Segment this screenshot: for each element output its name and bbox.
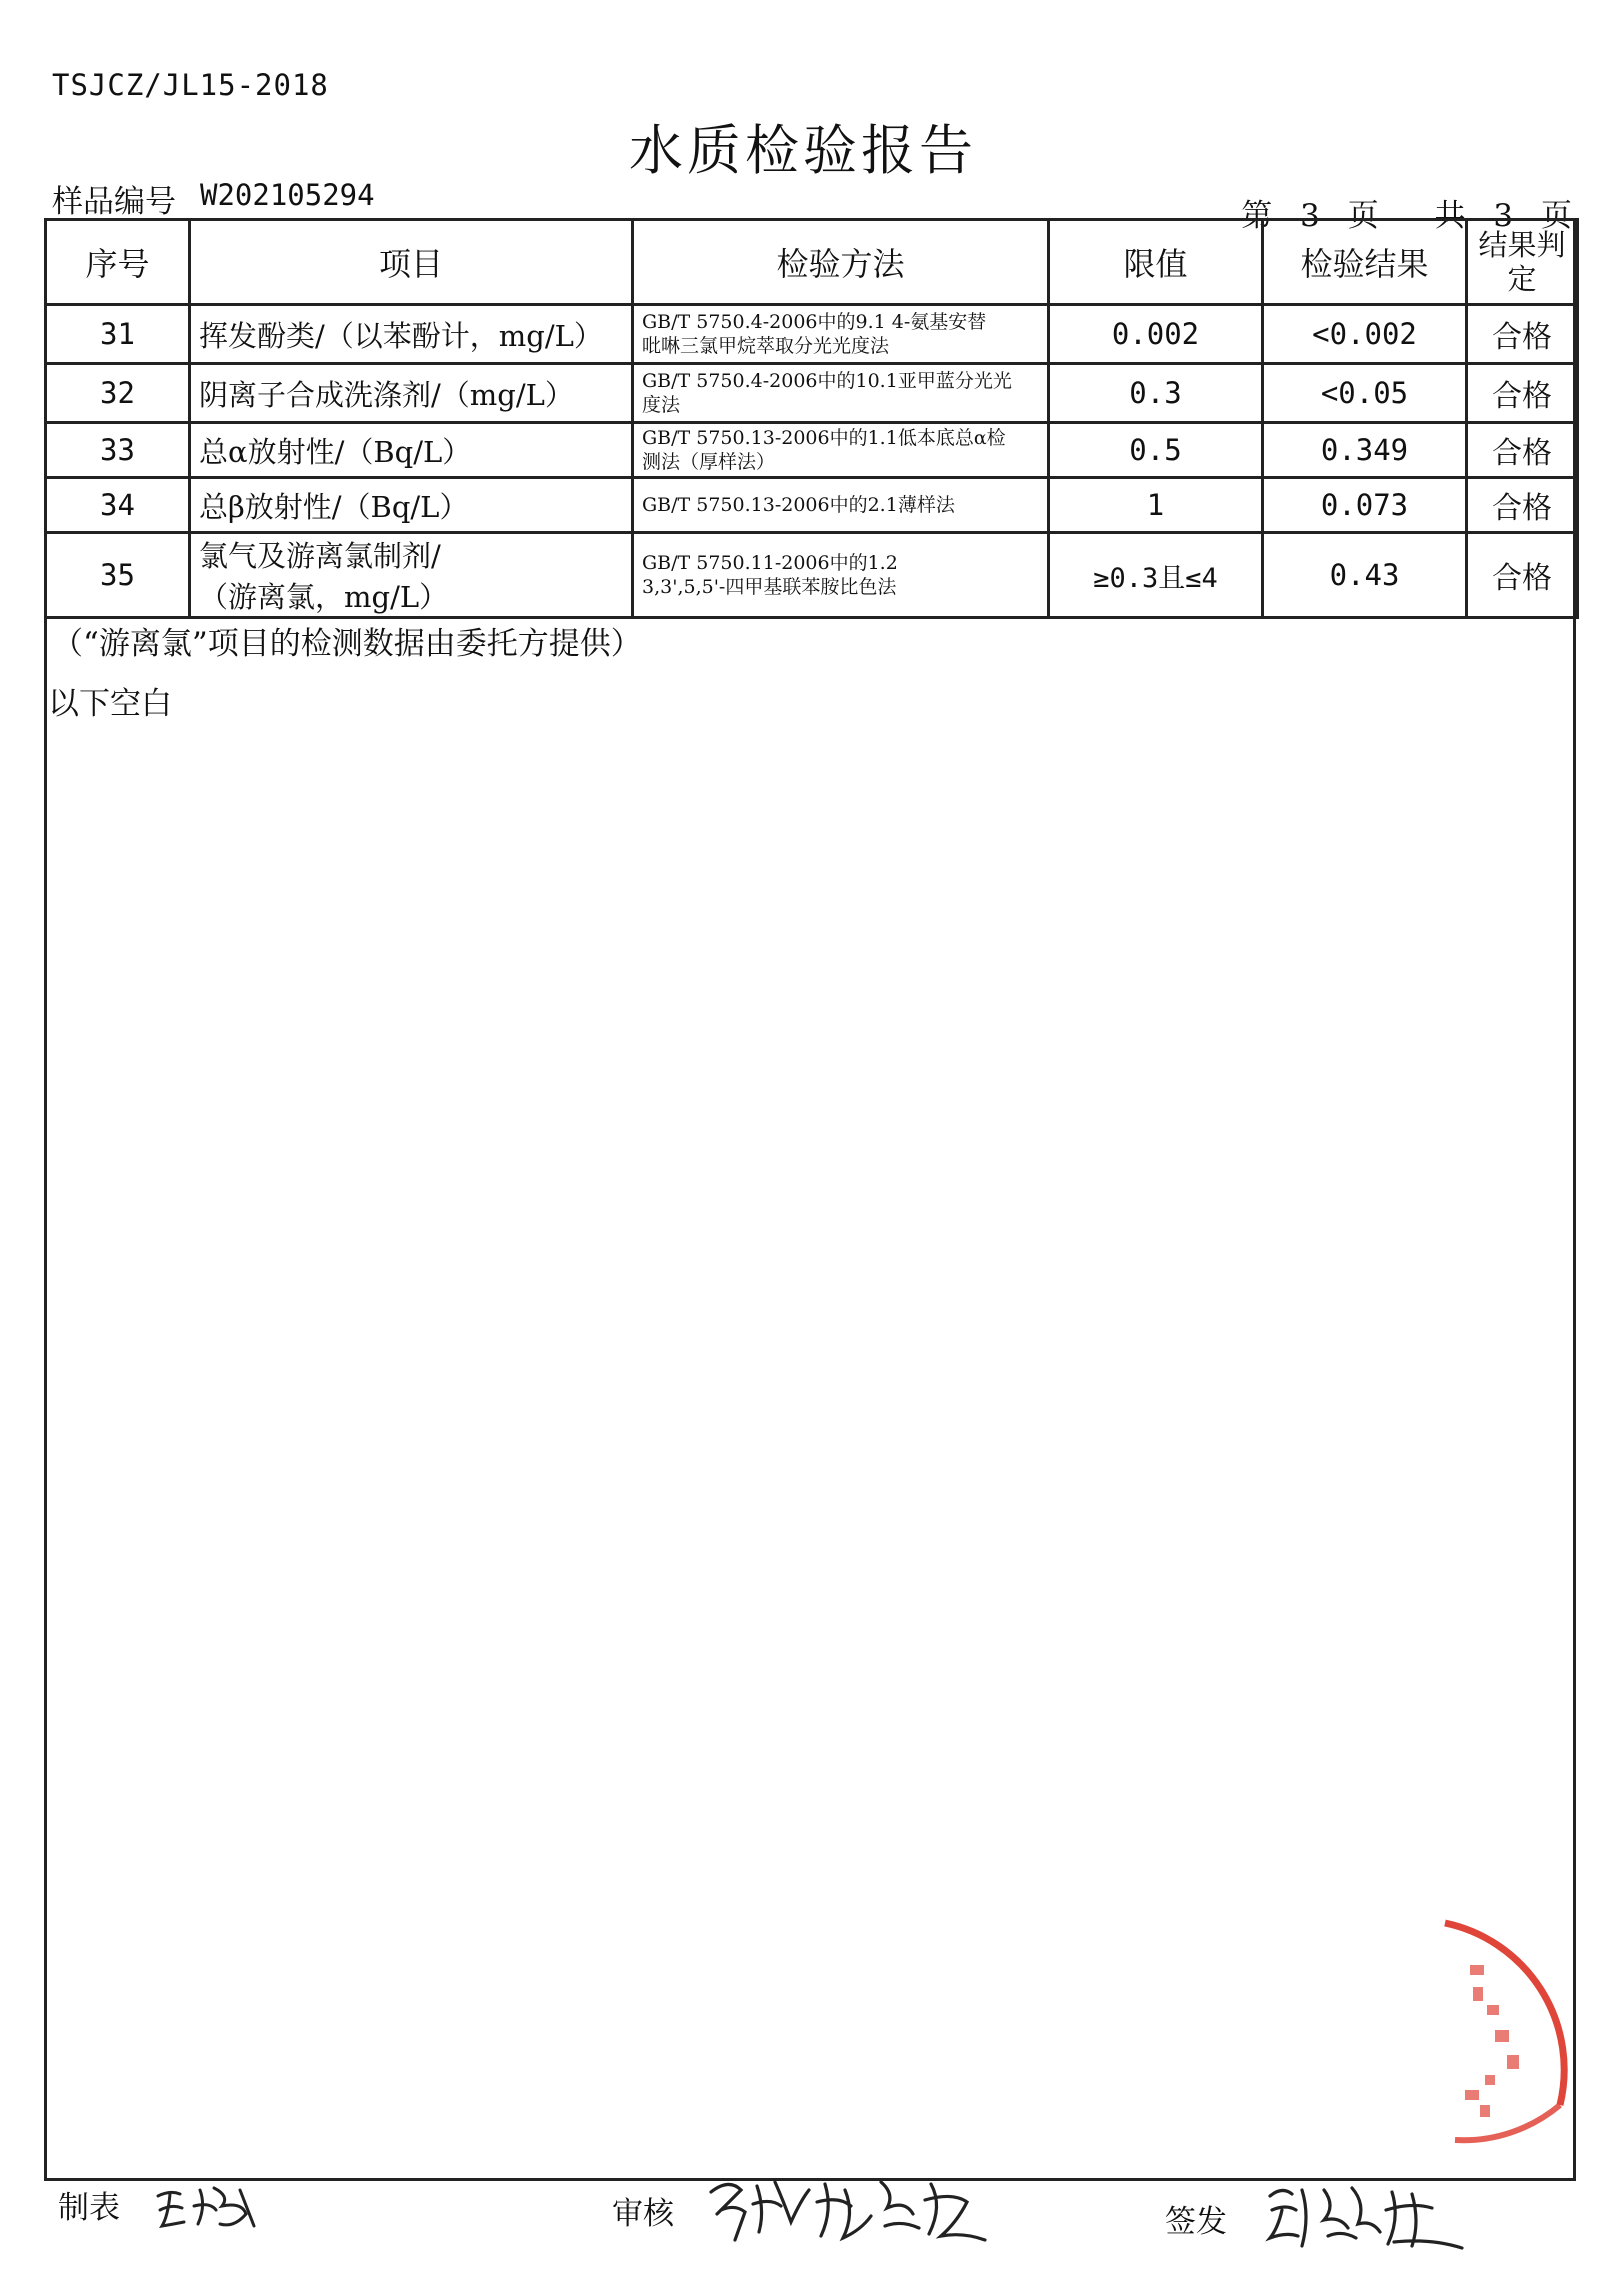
seal-ring bbox=[1445, 1923, 1564, 2105]
page-unit: 页 bbox=[1347, 198, 1379, 234]
row-limit: 0.5 bbox=[1049, 423, 1263, 478]
method-line-2: 吡啉三氯甲烷萃取分光光度法 bbox=[642, 335, 890, 357]
col-header-method: 检验方法 bbox=[633, 220, 1049, 305]
page-number: 3 bbox=[1300, 198, 1320, 234]
table-row bbox=[46, 423, 1578, 478]
auditor-label: 审核 bbox=[612, 2196, 674, 2232]
row-number: 31 bbox=[46, 305, 190, 364]
maker-signature bbox=[150, 2176, 270, 2236]
row-result: 0.073 bbox=[1263, 478, 1467, 533]
row-number: 33 bbox=[46, 423, 190, 478]
row-judgement: 合格 bbox=[1467, 533, 1578, 618]
method-line-2: 测法（厚样法） bbox=[642, 451, 776, 473]
method-line-2: 3,3',5,5'-四甲基联苯胺比色法 bbox=[642, 576, 897, 598]
row-judgement: 合格 bbox=[1467, 423, 1578, 478]
row-judgement: 合格 bbox=[1467, 305, 1578, 364]
report-title: 水质检验报告 bbox=[629, 119, 977, 182]
col-header-item: 项目 bbox=[190, 220, 633, 305]
data-source-note: （“游离氯”项目的检测数据由委托方提供） bbox=[52, 626, 642, 662]
item-line-1: 氯气及游离氯制剂/ bbox=[199, 539, 441, 573]
sample-number-label: 样品编号 bbox=[52, 184, 176, 220]
row-number: 34 bbox=[46, 478, 190, 533]
report-table bbox=[44, 218, 1579, 619]
row-item: 阴离子合成洗涤剂/（mg/L） bbox=[190, 364, 633, 423]
row-item: 总β放射性/（Bq/L） bbox=[190, 478, 633, 533]
col-header-judgement: 结果判定 bbox=[1467, 220, 1578, 305]
row-number: 32 bbox=[46, 364, 190, 423]
method-line-2: 度法 bbox=[642, 394, 681, 416]
issuer-label: 签发 bbox=[1165, 2204, 1227, 2240]
auditor-signature bbox=[705, 2170, 995, 2250]
seal-marks bbox=[1465, 1965, 1519, 2117]
method-line-1: GB/T 5750.13-2006中的1.1低本底总α检 bbox=[642, 427, 1006, 449]
seal-ring-lower bbox=[1455, 2105, 1560, 2140]
row-result: <0.002 bbox=[1263, 305, 1467, 364]
maker-label: 制表 bbox=[58, 2190, 120, 2226]
total-number: 3 bbox=[1493, 198, 1514, 234]
table-row bbox=[46, 478, 1578, 533]
col-header-limit: 限值 bbox=[1049, 220, 1263, 305]
method-line-1: GB/T 5750.4-2006中的9.1 4-氨基安替 bbox=[642, 311, 987, 333]
row-item: 总α放射性/（Bq/L） bbox=[190, 423, 633, 478]
row-result: 0.43 bbox=[1263, 533, 1467, 618]
table-header-row bbox=[46, 220, 1578, 305]
table-row bbox=[46, 533, 1578, 618]
row-number: 35 bbox=[46, 533, 190, 618]
row-item bbox=[190, 533, 633, 618]
method-line-1: GB/T 5750.13-2006中的2.1薄样法 bbox=[642, 494, 955, 516]
row-method bbox=[633, 364, 1049, 423]
row-result: <0.05 bbox=[1263, 364, 1467, 423]
col-header-result: 检验结果 bbox=[1263, 220, 1467, 305]
row-limit: 1 bbox=[1049, 478, 1263, 533]
official-seal bbox=[1425, 1905, 1575, 2165]
row-limit: 0.002 bbox=[1049, 305, 1263, 364]
row-method bbox=[633, 533, 1049, 618]
row-judgement: 合格 bbox=[1467, 478, 1578, 533]
row-limit: 0.3 bbox=[1049, 364, 1263, 423]
total-prefix: 共 bbox=[1434, 198, 1466, 234]
item-line-2: （游离氯，mg/L） bbox=[199, 580, 449, 614]
method-line-1: GB/T 5750.11-2006中的1.2 bbox=[642, 552, 898, 574]
row-judgement: 合格 bbox=[1467, 364, 1578, 423]
page-prefix: 第 bbox=[1241, 198, 1273, 234]
method-line-1: GB/T 5750.4-2006中的10.1亚甲蓝分光光 bbox=[642, 370, 1012, 392]
issuer-signature bbox=[1262, 2176, 1472, 2256]
table-row bbox=[46, 364, 1578, 423]
row-method bbox=[633, 305, 1049, 364]
row-item: 挥发酚类/（以苯酚计，mg/L） bbox=[190, 305, 633, 364]
col-header-no: 序号 bbox=[46, 220, 190, 305]
blank-below-text: 以下空白 bbox=[48, 686, 172, 722]
row-result: 0.349 bbox=[1263, 423, 1467, 478]
row-method bbox=[633, 423, 1049, 478]
table-row bbox=[46, 305, 1578, 364]
sample-number: W202105294 bbox=[200, 178, 375, 212]
total-unit: 页 bbox=[1541, 198, 1572, 234]
row-limit: ≥0.3且≤4 bbox=[1049, 533, 1263, 618]
row-method bbox=[633, 478, 1049, 533]
form-code: TSJCZ/JL15-2018 bbox=[52, 68, 329, 102]
